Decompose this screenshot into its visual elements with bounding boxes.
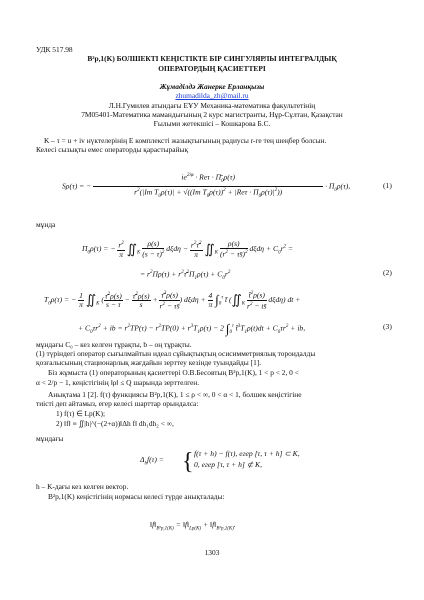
equation-1-number: (1) (383, 181, 392, 190)
paragraph-3-line-2: α < 2/p − 1, кеңістігінің ‖ρ‖ ≤ Q шарында зерттелген. (36, 378, 200, 387)
equation-3-line-2: + $C_0\tau r^2$ + ib = $r^2TP(\tau) - r^2TP(0) + r^3T_1\rho(\tau) - 2$ $\int_0^\tau$ $t̄^3T_1\rho(t)dt + C_0\tau r^2$ + ib, (78, 320, 306, 336)
definition-line-2: тиісті деп айтамыз, егер келесі шарттар орындалса: (36, 399, 199, 408)
affiliation-line-2: 7М05401-Математика мамандығының 2 курс магистранты, Нұр-Сұлтан, Қазақстан (81, 110, 343, 119)
equation-2-line-1: $\Pi_0\rho(\tau)$ = − $\frac{r^2}{\pi}$ $∬_K$ $\frac{\rho(s)}{(s - \tau)^2}$ dξdη − $\frac{r^2\taū^2}{\pi}$ $∬_K$ $\frac{\rho(s)}{(r^2 - \tau s̄)^2}$ $d\xi d\eta + C_0r^2$ = (82, 239, 294, 259)
condition-1: 1) f(τ) ∈ Lp(K); (56, 409, 106, 418)
affiliation-line-3: Ғылыми жетекшісі – Кошкарова Б.С. (153, 119, 271, 128)
affiliation-line-1: Л.Н.Гумилев атындағы ЕҰУ Механика-математика факультетінің (108, 101, 316, 110)
page-number: 1303 (204, 548, 220, 557)
where-label-1: мұнда (36, 220, 56, 229)
paragraph-1-line-2: Келесі сызықты емес операторды қарастырайық (36, 145, 189, 154)
author-name: Жұмаділдә Жанерке Ерланқызы (159, 82, 265, 91)
title-line-1: B²p,1(K) БОЛШЕКТІ КЕҢІСТІКТЕ БІР СИНГУЛЯРЛЫ ИНТЕГРАЛДЫҚ (87, 54, 337, 63)
paragraph-4-line-1: h – K-дағы кез келген вектор. (36, 482, 129, 491)
paragraph-2-line-3: қозғалысының стационарлық жағдайын зерттеу кезінде туындайды [1]. (36, 358, 262, 367)
norm-definition: $‖f‖_{B^2p,1(K)}$ = $‖f‖_{Lp(K)}$ + $‖f‖_{B^2p,1(K)}$. (150, 520, 236, 532)
title-line-2: ОПЕРАТОРДЫҢ ҚАСИЕТТЕРІ (158, 64, 266, 73)
equation-3-number: (3) (383, 322, 392, 331)
equation-1: Sρ(τ) = − $\frac{ie^{2i\varphi} \cdot Re\tau \cdot \Pī_0\rho(\tau)}{r^2(|Im T_0\rho(\tau)| + √((Im T_0\rho(\tau))^2 + |Re\tau \cdot \Pi_0\rho(\tau)|^2))}$ · $\Pi_0\rho(\tau)$, (62, 172, 351, 200)
paragraph-4-line-2: B²p,1(K) кеңістігінің нормасы келесі түрде анықталады: (48, 492, 225, 501)
delta-definition-lhs: $\Delta_hf(\tau)$ = (140, 455, 164, 467)
delta-case-2: 0, егер [τ, τ + h] ⊄ K, (194, 460, 262, 469)
paragraph-2-line-2: (1) түріндегі оператор сығылмайтын идеал сұйықтықтың осисимметриялық тороидалды (36, 349, 316, 358)
udk-code: УДК 517.98 (36, 45, 73, 54)
paragraph-2-line-1: мұндағы C₀ – кез келген тұрақты, b – оң тұрақты. (36, 340, 192, 349)
definition-line-1: Анықтама 1 [2]. f(τ) функциясы B²p,1(K), 1 ≤ ρ < ∞, 0 < α < 1, болшек кеңістігіне (48, 390, 302, 399)
author-email-link[interactable]: zhumadilda_zh@mail.ru (175, 91, 249, 100)
equation-2-number: (2) (383, 268, 392, 277)
condition-2: 2) ‖f‖ ≡ ∬|h|^(−(2+α))‖Δh f‖ dh₁dh₂ < ∞, (56, 419, 174, 428)
delta-case-1: f(τ + h) − f(τ), егер [τ, τ + h] ⊂ K, (194, 449, 300, 458)
paragraph-1-line-1: K – τ = u + iv нүктелерінің E комплексті жазықтығының радиусы r-ге тең шеңбер болсын. (44, 136, 327, 145)
delta-brace: { (182, 449, 194, 475)
paragraph-3-line-1: Біз жұмыста (1) операторының қасиеттері О.В.Бесовтың B²p,1(K), 1 < p < 2, 0 < (48, 368, 299, 377)
equation-2-line-2: = $r^2\Pi\rho(\tau)$ + $r^2\taū^2\Pi_1\rho(\tau) + C_0r^2$ (140, 269, 231, 282)
where-label-2: мұндағы (36, 434, 64, 443)
equation-3-line-1: $T_0\rho(\tau)$ = − $\frac{1}{\pi}$ $∬_K$ ( $\frac{\taū^2\rho(s)}{s - \tau}$ − $\frac{\taū^2\rho(s)}{s}$ + $\frac{\taū^3\rho(s)}{r^2 - \tau s̄}$ ) dξdη + $\frac{4}{\pi}$ $\int_0^\tau$ t̄ ($∬_K$ $\frac{t̄^2\rho(s)}{r^2 - ts̄}$ dξdη) dt + (44, 290, 301, 311)
